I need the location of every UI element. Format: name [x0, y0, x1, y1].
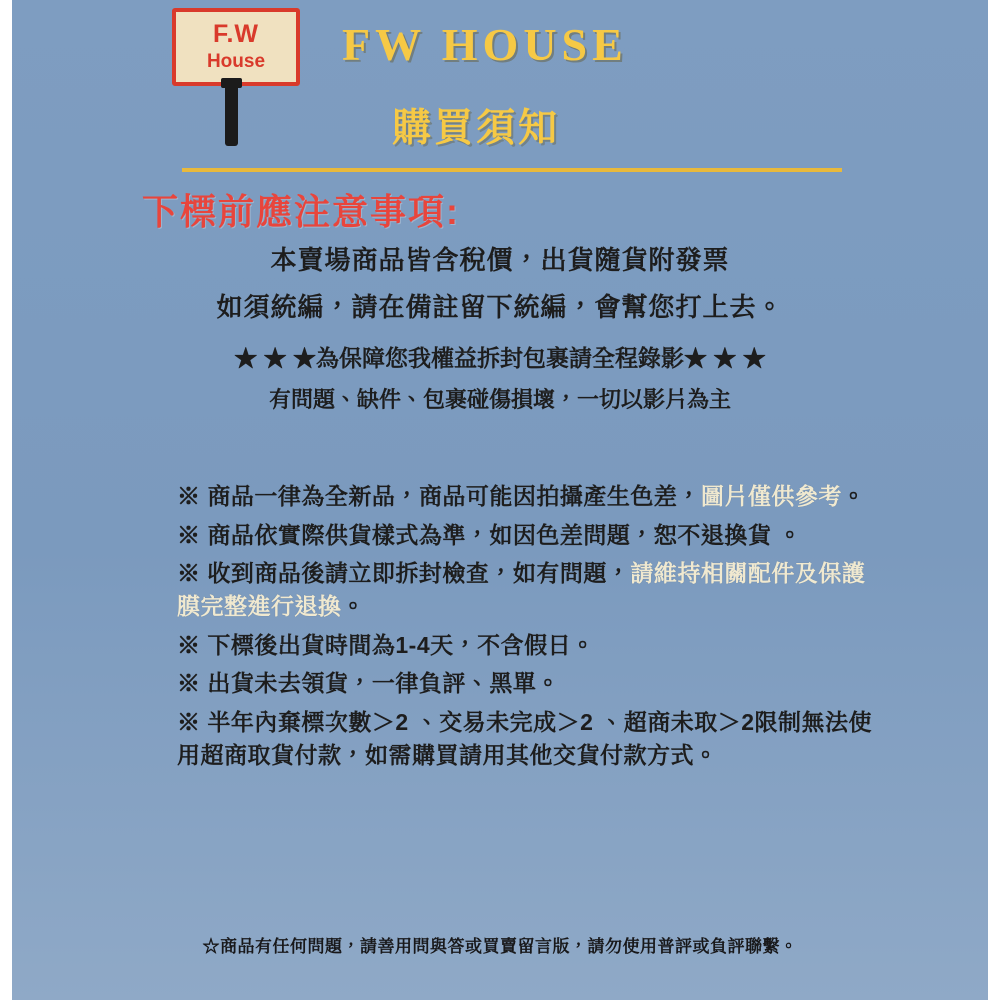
sign-line-1: F.W: [212, 19, 260, 48]
brand-title: FW HOUSE: [342, 19, 628, 70]
page-subtitle: 購買須知: [392, 107, 561, 150]
lead-line-3: ★ ★ ★為保障您我權益拆封包裹請全程錄影★ ★ ★: [234, 345, 766, 371]
lead-block: [12, 245, 988, 414]
sign-line-2: House: [206, 51, 266, 73]
list-item: [177, 706, 882, 771]
list-item: [177, 629, 882, 662]
header: [12, 0, 988, 165]
note-text: ※ 出貨未去領貨，一律負評、黑單。: [177, 670, 560, 697]
note-highlight: 圖片僅供參考: [700, 483, 842, 509]
sign-post-icon: [225, 84, 238, 146]
shop-sign-logo: [172, 8, 300, 86]
list-item: [177, 480, 882, 513]
lead-line-1: 本賣場商品皆含稅價，出貨隨貨附發票: [270, 246, 730, 275]
note-suffix: 。: [341, 592, 365, 619]
note-text: ※ 半年內棄標次數＞2 、交易未完成＞2 、超商未取＞2限制無法使用超商取貨付款，如需購買請用其他交貨付款方式。: [177, 708, 873, 768]
list-item: [177, 519, 882, 552]
lead-line-2: 如須統編，請在備註留下統編，會幫您打上去。: [216, 292, 784, 322]
note-text: ※ 收到商品後請立即拆封檢查，如有問題，: [177, 560, 631, 587]
note-text: ※ 下標後出貨時間為1-4天，不含假日。: [177, 631, 595, 658]
list-item: [177, 667, 882, 700]
note-highlight: 請維持相關配件及保護膜完整進行退換: [177, 560, 866, 619]
header-divider: [182, 168, 842, 172]
lead-line-4: 有問題、缺件、包裹碰傷損壞，一切以影片為主: [268, 386, 731, 412]
section-title: 下標前應注意事項:: [142, 191, 460, 232]
list-item: [177, 557, 882, 622]
note-suffix: 。: [841, 483, 866, 509]
note-text: ※ 商品一律為全新品，商品可能因拍攝產生色差，: [177, 483, 701, 509]
note-text: ※ 商品依實際供貨樣式為準，如因色差問題，恕不退換貨 。: [177, 521, 802, 548]
notes-list: [177, 480, 882, 777]
notice-card: [12, 0, 988, 1000]
footer-note: ☆商品有任何問題，請善用問與答或買賣留言版，請勿使用普評或負評聯繫。: [202, 937, 798, 956]
